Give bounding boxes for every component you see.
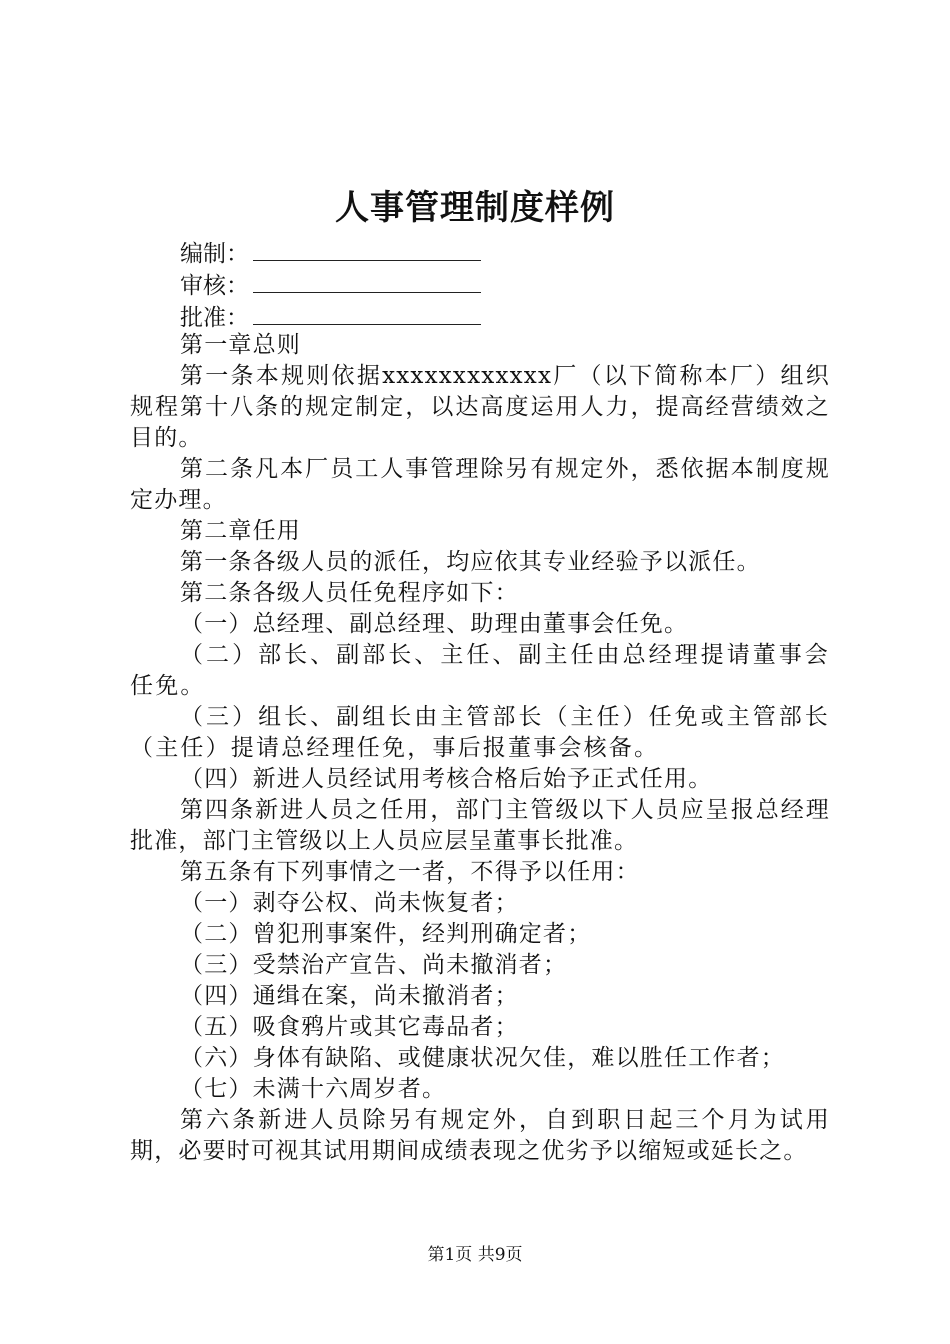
article-paragraph: 第六条新进人员除另有规定外，自到职日起三个月为试用期，必要时可视其试用期间成绩表现之优劣予以缩短或延长之。 — [130, 1107, 830, 1164]
list-item: （五）吸食鸦片或其它毒品者； — [180, 1014, 519, 1040]
chapter-heading: 第一章总则 — [180, 332, 301, 358]
signoff-blank-line — [253, 302, 481, 325]
document-body — [130, 330, 830, 1167]
signoff-label: 编制： — [180, 241, 249, 267]
list-item: （六）身体有缺陷、或健康状况欠佳，难以胜任工作者； — [180, 1045, 785, 1071]
list-item: （二）曾犯刑事案件，经判刑确定者； — [180, 921, 592, 947]
article-paragraph: 第二条凡本厂员工人事管理除另有规定外，悉依据本制度规定办理。 — [130, 456, 830, 513]
signoff-label: 批准： — [180, 305, 249, 331]
document-title: 人事管理制度样例 — [335, 188, 615, 228]
list-item: （三）受禁治产宣告、尚未撤消者； — [180, 952, 568, 978]
article-paragraph: 第一条本规则依据xxxxxxxxxxxx厂（以下简称本厂）组织规程第十八条的规定制定，以达高度运用人力，提高经营绩效之目的。 — [130, 363, 830, 451]
signoff-label: 审核： — [180, 273, 249, 299]
signoff-row-reviewed — [180, 270, 481, 302]
article-paragraph: 第五条有下列事情之一者，不得予以任用： — [180, 859, 640, 885]
signoff-blank-line — [253, 270, 481, 293]
article-paragraph: 第四条新进人员之任用，部门主管级以下人员应呈报总经理批准，部门主管级以上人员应层呈董事长批准。 — [130, 797, 830, 854]
page-footer: 第1页 共9页 — [427, 1245, 523, 1265]
list-item: （七）未满十六周岁者。 — [180, 1076, 447, 1102]
signoff-row-compiled — [180, 238, 481, 270]
signoff-blank-line — [253, 238, 481, 261]
list-item: （二）部长、副部长、主任、副主任由总经理提请董事会任免。 — [130, 642, 830, 699]
list-item: （三）组长、副组长由主管部长（主任）任免或主管部长（主任）提请总经理任免，事后报董事会核备。 — [130, 704, 830, 761]
chapter-heading: 第二章任用 — [180, 518, 301, 544]
list-item: （一）剥夺公权、尚未恢复者； — [180, 890, 519, 916]
article-paragraph: 第一条各级人员的派任，均应依其专业经验予以派任。 — [180, 549, 761, 575]
list-item: （四）通缉在案，尚未撤消者； — [180, 983, 519, 1009]
signoff-block — [180, 238, 481, 334]
list-item: （一）总经理、副总经理、助理由董事会任免。 — [180, 611, 689, 637]
article-paragraph: 第二条各级人员任免程序如下： — [180, 580, 519, 606]
list-item: （四）新进人员经试用考核合格后始予正式任用。 — [180, 766, 713, 792]
